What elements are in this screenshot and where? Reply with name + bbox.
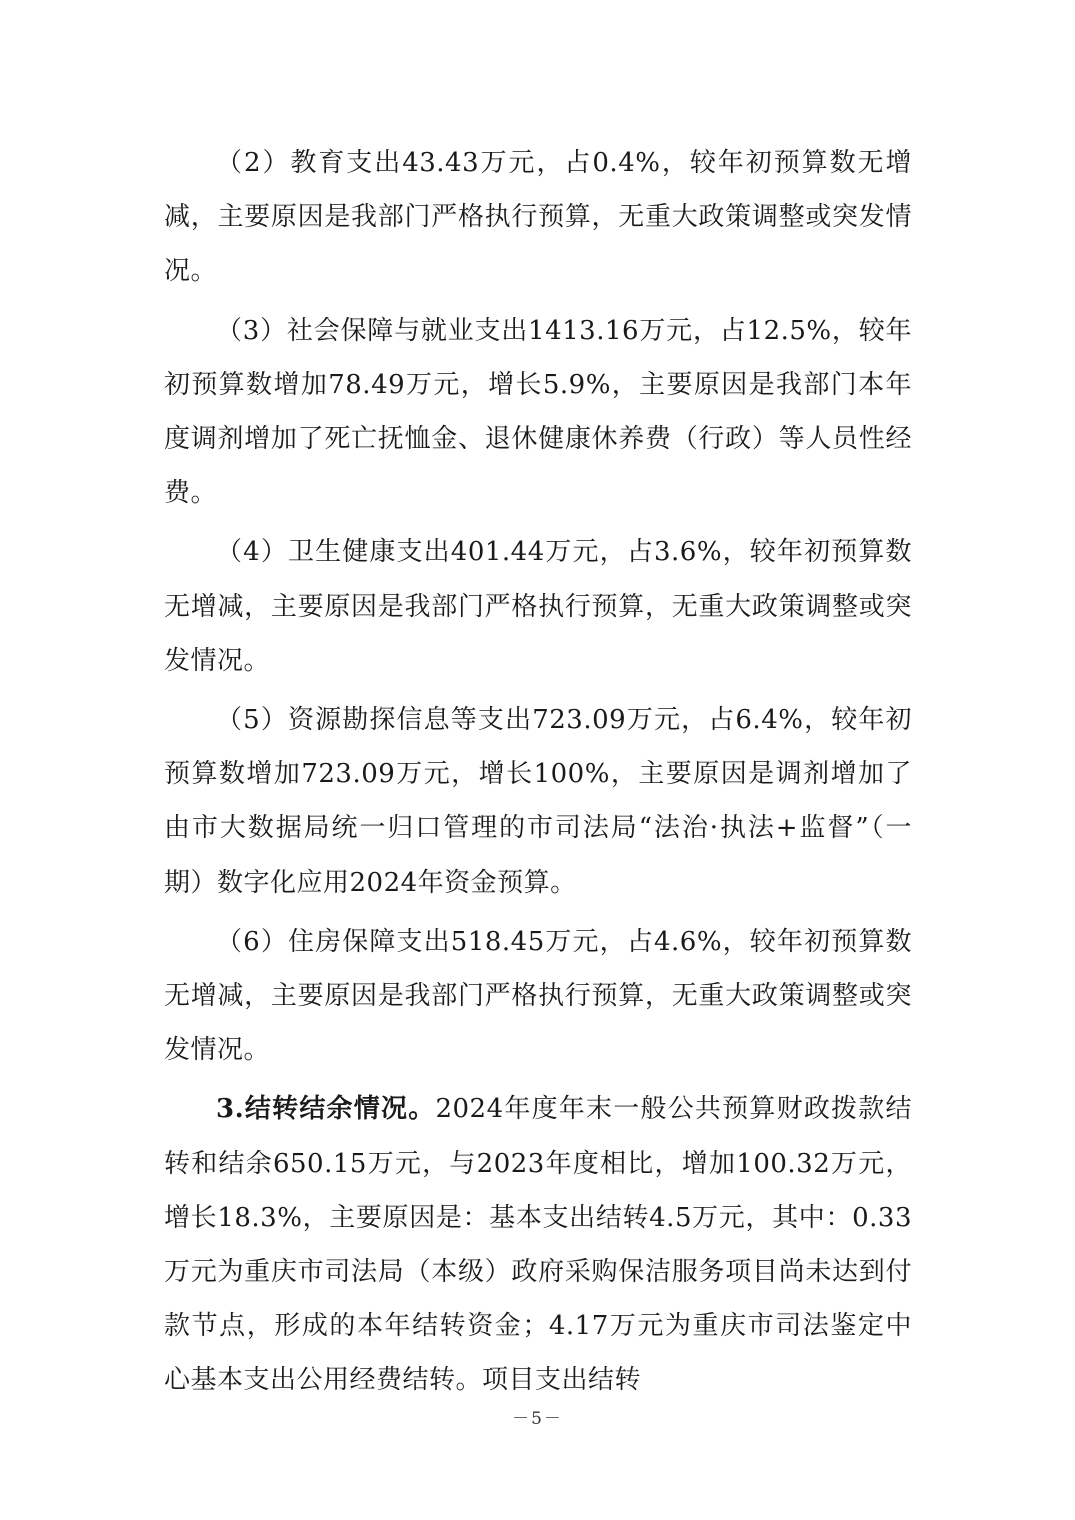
paragraph-housing-expenditure: （6）住房保障支出518.45万元，占4.6%，较年初预算数无增减，主要原因是我部门严格执行预算，无重大政策调整或突发情况。: [164, 926, 912, 1066]
section-heading: 3.结转结余情况。: [216, 1094, 436, 1125]
section-body: 2024年度年末一般公共预算财政拨款结转和结余650.15万元，与2023年度相比，增加100.32万元，增长18.3%，主要原因是：基本支出结转4.5万元，其中：0.33万元为重庆市司法局（本级）政府采购保洁服务项目尚未达到付款节点，形成的本年结转资金；4.17万元为重庆市司法鉴定中心基本支出公用经费结转。项目支出结转: [164, 1094, 912, 1396]
paragraph-carryover-balance: [164, 1082, 912, 1407]
paragraph-social-security-expenditure: （3）社会保障与就业支出1413.16万元，占12.5%，较年初预算数增加78.49万元，增长5.9%，主要原因是我部门本年度调剂增加了死亡抚恤金、退休健康休养费（行政）等人员性经费。: [164, 315, 912, 509]
paragraph-education-expenditure: （2）教育支出43.43万元，占0.4%，较年初预算数无增减，主要原因是我部门严格执行预算，无重大政策调整或突发情况。: [164, 148, 912, 287]
page-number: －5－: [512, 1409, 563, 1429]
paragraph-health-expenditure: （4）卫生健康支出401.44万元，占3.6%，较年初预算数无增减，主要原因是我部门严格执行预算，无重大政策调整或突发情况。: [164, 537, 912, 676]
document-body: [164, 136, 912, 1408]
paragraph-resource-exploration-expenditure: （5）资源勘探信息等支出723.09万元，占6.4%，较年初预算数增加723.09万元，增长100%，主要原因是调剂增加了由市大数据局统一归口管理的市司法局“法治·执法+监督”（一期）数字化应用2024年资金预算。: [164, 705, 912, 898]
